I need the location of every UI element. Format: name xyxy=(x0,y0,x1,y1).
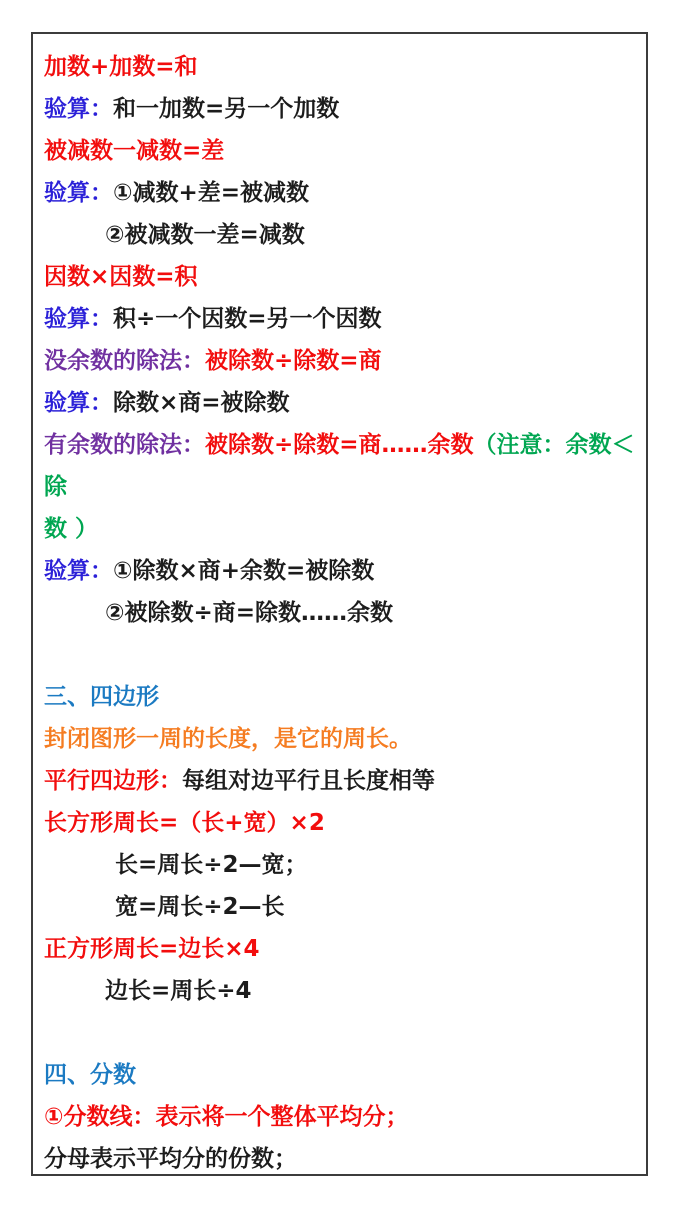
parallelogram-definition-text: 平行四边形： xyxy=(44,768,182,794)
perimeter-definition xyxy=(44,718,638,760)
denominator-definition xyxy=(44,1138,638,1180)
rectangle-perimeter-formula-text: 长方形周长=（长+宽）×2 xyxy=(44,810,325,836)
check-division-remainder-1-text: ①除数×商+余数=被除数 xyxy=(113,558,375,584)
square-perimeter-formula xyxy=(44,928,638,970)
fraction-line-definition-text: ①分数线：表示将一个整体平均分； xyxy=(44,1104,409,1130)
formula-multiplication xyxy=(44,256,638,298)
rectangle-length-formula xyxy=(44,844,638,886)
check-division-text: 验算： xyxy=(44,390,113,416)
blank-line-1 xyxy=(44,634,638,676)
formula-subtraction-text: 被减数一减数=差 xyxy=(44,138,225,164)
check-division-text: 除数×商=被除数 xyxy=(113,390,290,416)
section-heading-fraction-text: 四、分数 xyxy=(44,1062,136,1088)
formula-division-with-remainder xyxy=(44,424,638,508)
formula-division-no-remainder xyxy=(44,340,638,382)
check-subtraction-2-text: ②被减数一差=减数 xyxy=(105,222,305,248)
check-subtraction-2 xyxy=(44,214,638,256)
formula-addition xyxy=(44,46,638,88)
square-perimeter-formula-text: 正方形周长=边长×4 xyxy=(44,936,260,962)
check-multiplication-text: 积÷一个因数=另一个因数 xyxy=(113,306,382,332)
check-multiplication xyxy=(44,298,638,340)
check-addition-text: 验算： xyxy=(44,96,113,122)
section-heading-quadrilateral-text: 三、四边形 xyxy=(44,684,159,710)
rectangle-width-formula-text: 宽=周长÷2—长 xyxy=(115,894,285,920)
check-addition xyxy=(44,88,638,130)
fraction-line-definition xyxy=(44,1096,638,1138)
formula-division-with-remainder-text: 被除数÷除数=商……余数 xyxy=(205,432,474,458)
formula-division-with-remainder-text: （注意：余数＜除 xyxy=(44,432,635,500)
check-subtraction-1-text: ①减数+差=被减数 xyxy=(113,180,310,206)
formula-division-with-remainder-wrap-text: 数 ） xyxy=(44,516,99,542)
check-division xyxy=(44,382,638,424)
formula-division-no-remainder-text: 没余数的除法： xyxy=(44,348,205,374)
section-heading-fraction xyxy=(44,1054,638,1096)
blank-line-2 xyxy=(44,1012,638,1054)
formula-multiplication-text: 因数×因数=积 xyxy=(44,264,198,290)
check-subtraction-1 xyxy=(44,172,638,214)
content-frame xyxy=(31,32,648,1176)
parallelogram-definition xyxy=(44,760,638,802)
formula-division-with-remainder-wrap xyxy=(44,508,638,550)
check-multiplication-text: 验算： xyxy=(44,306,113,332)
document-body xyxy=(33,34,646,1180)
square-side-formula xyxy=(44,970,638,1012)
section-heading-quadrilateral xyxy=(44,676,638,718)
square-side-formula-text: 边长=周长÷4 xyxy=(105,978,252,1004)
check-division-remainder-1 xyxy=(44,550,638,592)
check-subtraction-1-text: 验算： xyxy=(44,180,113,206)
rectangle-perimeter-formula xyxy=(44,802,638,844)
rectangle-width-formula xyxy=(44,886,638,928)
formula-division-with-remainder-text: 有余数的除法： xyxy=(44,432,205,458)
parallelogram-definition-text: 每组对边平行且长度相等 xyxy=(182,768,435,794)
check-division-remainder-2-text: ②被除数÷商=除数……余数 xyxy=(105,600,394,626)
rectangle-length-formula-text: 长=周长÷2—宽； xyxy=(115,852,308,878)
formula-addition-text: 加数+加数=和 xyxy=(44,54,198,80)
formula-subtraction xyxy=(44,130,638,172)
perimeter-definition-text: 封闭图形一周的长度，是它的周长。 xyxy=(44,726,412,752)
denominator-definition-text: 分母表示平均分的份数； xyxy=(44,1146,297,1172)
check-addition-text: 和一加数=另一个加数 xyxy=(113,96,340,122)
check-division-remainder-1-text: 验算： xyxy=(44,558,113,584)
check-division-remainder-2 xyxy=(44,592,638,634)
formula-division-no-remainder-text: 被除数÷除数=商 xyxy=(205,348,382,374)
